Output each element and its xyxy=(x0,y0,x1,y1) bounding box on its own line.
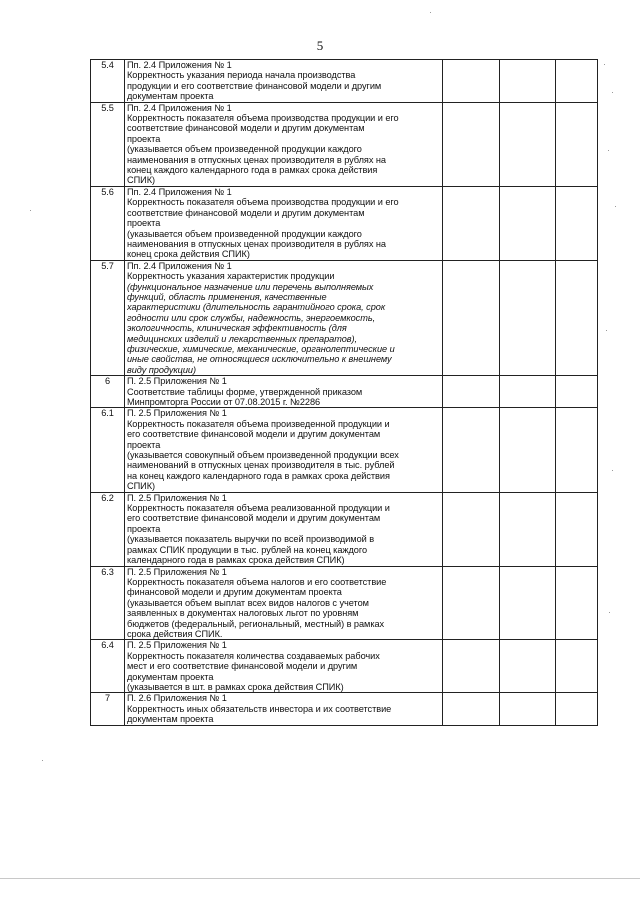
table-row xyxy=(91,186,598,260)
description-line: Пп. 2.4 Приложения № 1 xyxy=(127,186,232,197)
item-description xyxy=(125,186,443,260)
description-line: календарного года в рамках срока действия СПИК) xyxy=(127,555,345,566)
item-description xyxy=(125,640,443,693)
empty-cell-4 xyxy=(500,186,556,260)
description-line: заявленных в документах налоговых льгот по уровням xyxy=(127,608,359,619)
description-line: его соответствие финансовой модели и другим документам xyxy=(127,513,381,524)
description-line: срока действия СПИК. xyxy=(127,628,223,639)
description-line: документам проекта xyxy=(127,714,214,725)
scan-edge-line xyxy=(0,878,640,879)
empty-cell-3 xyxy=(443,640,500,693)
empty-cell-4 xyxy=(500,492,556,566)
description-line: документам проекта xyxy=(127,91,214,102)
description-line: наименований в отпускных ценах производителя в тыс. рублей xyxy=(127,460,395,471)
description-line: продукции и его соответствие финансовой модели и другим xyxy=(127,80,382,91)
table-row xyxy=(91,492,598,566)
description-line: проекта xyxy=(127,523,161,534)
table-row xyxy=(91,260,598,375)
description-line: Корректность показателя объема налогов и его соответствие xyxy=(127,576,387,587)
item-number: 6.4 xyxy=(91,640,125,693)
empty-cell-4 xyxy=(500,60,556,103)
description-line: (указывается объем выплат всех видов налогов с учетом xyxy=(127,597,369,608)
empty-cell-5 xyxy=(556,376,598,408)
empty-cell-3 xyxy=(443,492,500,566)
description-line: экологичность, клиническая эффективность (для xyxy=(127,323,347,334)
item-number: 5.4 xyxy=(91,60,125,103)
description-line: П. 2.5 Приложения № 1 xyxy=(127,408,227,419)
description-line: Пп. 2.4 Приложения № 1 xyxy=(127,260,232,271)
description-line: функций, область применения, качественные xyxy=(127,291,327,302)
empty-cell-3 xyxy=(443,260,500,375)
empty-cell-5 xyxy=(556,260,598,375)
empty-cell-3 xyxy=(443,376,500,408)
description-line: физические, химические, механические, органолептические и xyxy=(127,343,395,354)
description-line: рамках СПИК продукции в тыс. рублей на конец каждого xyxy=(127,544,368,555)
description-line: СПИК) xyxy=(127,481,156,492)
description-line: соответствие финансовой модели и другим документам xyxy=(127,123,365,134)
empty-cell-5 xyxy=(556,60,598,103)
description-line: (указывается показатель выручки по всей производимой в xyxy=(127,534,375,545)
empty-cell-5 xyxy=(556,102,598,186)
description-line: П. 2.5 Приложения № 1 xyxy=(127,492,227,503)
description-line: проекта xyxy=(127,133,161,144)
item-number: 6.2 xyxy=(91,492,125,566)
empty-cell-4 xyxy=(500,408,556,492)
description-line: его соответствие финансовой модели и другим документам xyxy=(127,429,381,440)
empty-cell-4 xyxy=(500,640,556,693)
table-row xyxy=(91,376,598,408)
item-description xyxy=(125,492,443,566)
description-line: Пп. 2.4 Приложения № 1 xyxy=(127,60,232,70)
empty-cell-5 xyxy=(556,186,598,260)
checklist-table xyxy=(90,59,598,726)
description-line: Корректность указания характеристик продукции xyxy=(127,271,335,282)
description-line: Корректность показателя объема производства продукции и его xyxy=(127,197,399,208)
description-line: конец срока действия СПИК) xyxy=(127,249,250,260)
empty-cell-3 xyxy=(443,60,500,103)
description-line: П. 2.5 Приложения № 1 xyxy=(127,640,227,651)
empty-cell-5 xyxy=(556,640,598,693)
description-line: Корректность показателя объема реализованной продукции и xyxy=(127,503,390,514)
description-line: виду продукции) xyxy=(127,364,196,375)
description-line: (указывается в шт. в рамках срока действия СПИК) xyxy=(127,681,344,692)
description-line: Корректность иных обязательств инвестора и их соответствие xyxy=(127,703,392,714)
description-line: финансовой модели и другим документам проекта xyxy=(127,587,342,598)
empty-cell-3 xyxy=(443,566,500,640)
empty-cell-5 xyxy=(556,492,598,566)
checklist-body xyxy=(91,60,598,726)
item-description xyxy=(125,60,443,103)
description-line: Корректность показателя количества создаваемых рабочих xyxy=(127,650,380,661)
item-number: 7 xyxy=(91,693,125,725)
empty-cell-3 xyxy=(443,408,500,492)
description-line: характеристики (длительность гарантийного срока, срок xyxy=(127,302,386,313)
table-row xyxy=(91,640,598,693)
description-line: годности или срок службы, надежность, энергоемкость, xyxy=(127,312,376,323)
description-line: (указывается объем произведенной продукции каждого xyxy=(127,228,362,239)
empty-cell-5 xyxy=(556,693,598,725)
description-line: медицинских изделий и лекарственных препаратов), xyxy=(127,333,358,344)
table-row xyxy=(91,693,598,725)
item-number: 5.7 xyxy=(91,260,125,375)
description-line: на конец каждого календарного года в рамках срока действия xyxy=(127,470,390,481)
empty-cell-3 xyxy=(443,693,500,725)
empty-cell-4 xyxy=(500,566,556,640)
item-number: 6.3 xyxy=(91,566,125,640)
empty-cell-4 xyxy=(500,376,556,408)
description-line: проекта xyxy=(127,218,161,229)
empty-cell-4 xyxy=(500,102,556,186)
description-line: П. 2.5 Приложения № 1 xyxy=(127,376,227,387)
table-row xyxy=(91,60,598,103)
description-line: проекта xyxy=(127,439,161,450)
item-description xyxy=(125,102,443,186)
description-line: наименования в отпускных ценах производителя в рублях на xyxy=(127,238,386,249)
empty-cell-3 xyxy=(443,102,500,186)
empty-cell-4 xyxy=(500,260,556,375)
description-line: Пп. 2.4 Приложения № 1 xyxy=(127,102,232,113)
table-row xyxy=(91,102,598,186)
table-row xyxy=(91,408,598,492)
description-line: (указывается объем произведенной продукции каждого xyxy=(127,144,362,155)
description-line: иные свойства, не относящиеся исключительно к внешнему xyxy=(127,354,392,365)
table-row xyxy=(91,566,598,640)
description-line: П. 2.6 Приложения № 1 xyxy=(127,693,227,704)
description-line: Минпромторга России от 07.08.2015 г. №2286 xyxy=(127,397,321,407)
description-line: документам проекта xyxy=(127,671,214,682)
item-description xyxy=(125,566,443,640)
empty-cell-4 xyxy=(500,693,556,725)
item-description xyxy=(125,260,443,375)
empty-cell-5 xyxy=(556,408,598,492)
description-line: П. 2.5 Приложения № 1 xyxy=(127,566,227,577)
description-line: соответствие финансовой модели и другим документам xyxy=(127,207,365,218)
description-line: (функциональное назначение или перечень выполняемых xyxy=(127,281,374,292)
description-line: Корректность показателя объема производства продукции и его xyxy=(127,113,399,124)
item-number: 6.1 xyxy=(91,408,125,492)
description-line: наименования в отпускных ценах производителя в рублях на xyxy=(127,154,386,165)
description-line: Корректность указания периода начала производства xyxy=(127,70,356,81)
description-line: Соответствие таблицы форме, утвержденной приказом xyxy=(127,386,363,397)
empty-cell-5 xyxy=(556,566,598,640)
item-description xyxy=(125,376,443,408)
item-number: 6 xyxy=(91,376,125,408)
page-number: 5 xyxy=(316,38,324,53)
item-description xyxy=(125,693,443,725)
description-line: (указывается совокупный объем произведенной продукции всех xyxy=(127,450,399,461)
item-number: 5.5 xyxy=(91,102,125,186)
description-line: бюджетов (федеральный, региональный, местный) в рамках xyxy=(127,618,385,629)
item-number: 5.6 xyxy=(91,186,125,260)
empty-cell-3 xyxy=(443,186,500,260)
description-line: СПИК) xyxy=(127,175,156,186)
item-description xyxy=(125,408,443,492)
description-line: конец каждого календарного года в рамках срока действия xyxy=(127,165,378,176)
description-line: мест и его соответствие финансовой модели и другим xyxy=(127,661,358,672)
description-line: Корректность показателя объема произведенной продукции и xyxy=(127,418,390,429)
